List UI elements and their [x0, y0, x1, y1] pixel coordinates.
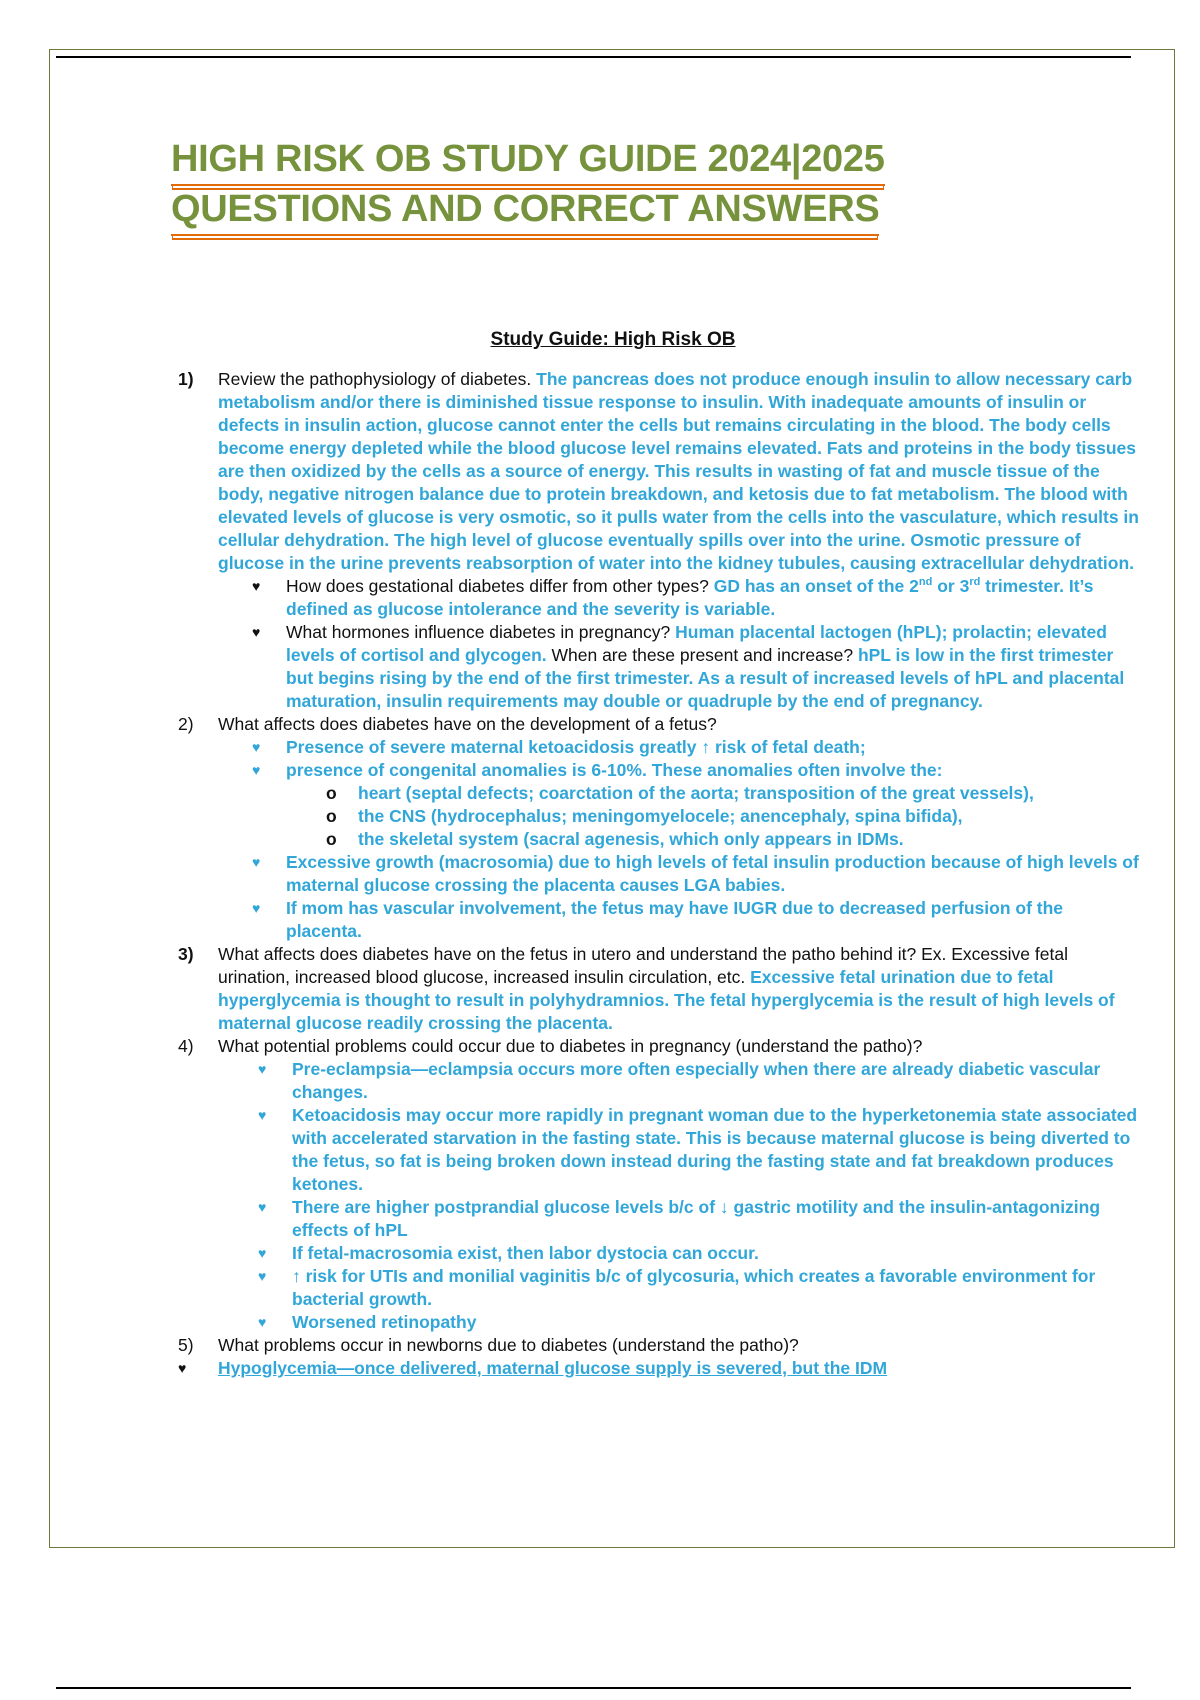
- answer-text: the CNS (hydrocephalus; meningomyelocele; anencephaly, spina bifida),: [358, 806, 963, 826]
- heart-bullet-icon: ♥: [252, 739, 261, 755]
- list-item: [178, 1058, 1143, 1104]
- question-4: [178, 1035, 1143, 1058]
- answer-part: trimester. It’s defined as glucose intolerance and the severity is variable.: [286, 576, 1094, 619]
- heart-bullet-icon: ♥: [252, 578, 261, 594]
- answer-text: the skeletal system (sacral agenesis, which only appears in IDMs.: [358, 829, 904, 849]
- answer-text: Human placental lactogen (hPL); prolactin; elevated levels of cortisol and glycogen.: [286, 622, 1107, 665]
- list-item: [178, 621, 1143, 713]
- answer-text: —once delivered, maternal glucose supply is severed, but the IDM: [336, 1358, 888, 1378]
- answer-text: Excessive growth (macrosomia) due to high levels of fetal insulin production because of high levels of maternal glucose crossing the placenta causes LGA babies.: [286, 852, 1139, 895]
- circle-bullet-icon: o: [326, 829, 337, 849]
- heart-bullet-icon: ♥: [258, 1245, 267, 1261]
- answer-text: Pre-eclampsia—eclampsia occurs more often especially when there are already diabetic vascular changes.: [292, 1059, 1101, 1102]
- heart-bullet-icon: ♥: [252, 624, 261, 640]
- question-3: [178, 943, 1143, 1035]
- heart-bullet-icon: ♥: [252, 854, 261, 870]
- list-item: [178, 851, 1143, 897]
- question-1: [178, 368, 1143, 575]
- answer-text: The pancreas does not produce enough insulin to allow necessary carb metabolism and/or there is diminished tissue response to insulin. With inadequate amounts of insulin or defects in insulin action, glucose cannot enter the cells but remains circulating in the blood. The body cells become energy depleted while the blood glucose level remains elevated. Fats and proteins in the body tissues are then oxidized by the cells as a source of energy. This results in wasting of fat and muscle tissue of the body, negative nitrogen balance due to protein breakdown, and ketosis due to fat metabolism. The blood with elevated levels of glucose is very osmotic, so it pulls water from the cells into the vasculature, which results in cellular dehydration. The high level of glucose eventually spills over into the urine. Osmotic pressure of glucose in the urine prevents reabsorption of water into the kidney tubules, causing extracellular dehydration.: [218, 369, 1139, 573]
- answer-text: heart (septal defects; coarctation of the aorta; transposition of the great vessels),: [358, 783, 1034, 803]
- question-5: [178, 1334, 1143, 1357]
- heart-bullet-icon: ♥: [258, 1199, 267, 1215]
- answer-text: Presence of severe maternal ketoacidosis greatly ↑ risk of fetal death;: [286, 737, 866, 757]
- answer-text: There are higher postprandial glucose levels b/c of ↓ gastric motility and the insulin-antagonizing effects of hPL: [292, 1197, 1101, 1240]
- page-frame: [49, 49, 1175, 1548]
- title-line-1: HIGH RISK OB STUDY GUIDE 2024|2025: [171, 136, 885, 186]
- answer-part: or 3: [932, 576, 970, 596]
- question-text: What hormones influence diabetes in pregnancy?: [286, 622, 676, 642]
- answer-text: If fetal-macrosomia exist, then labor dystocia can occur.: [292, 1243, 759, 1263]
- heart-bullet-icon: ♥: [252, 900, 261, 916]
- superscript: nd: [918, 576, 933, 589]
- question-2: [178, 713, 1143, 736]
- list-item: [178, 1242, 1143, 1265]
- list-item: [178, 1104, 1143, 1196]
- heart-bullet-icon: ♥: [258, 1314, 267, 1330]
- answer-text: Worsened retinopathy: [292, 1312, 477, 1332]
- question-number: 4): [178, 1036, 194, 1056]
- heart-bullet-icon: ♥: [258, 1107, 267, 1123]
- study-guide-content: [178, 368, 1143, 1380]
- question-text: What potential problems could occur due to diabetes in pregnancy (understand the patho)?: [218, 1036, 923, 1056]
- question-number: 1): [178, 369, 194, 389]
- heart-bullet-icon: ♥: [252, 762, 261, 778]
- list-item: [178, 1196, 1143, 1242]
- document-subtitle: Study Guide: High Risk OB: [490, 329, 736, 350]
- list-item: [178, 736, 1143, 759]
- answer-text: Ketoacidosis may occur more rapidly in pregnant woman due to the hyperketonemia state associated with accelerated starvation in the fasting state. This is because maternal glucose is being diverted to the fetus, so fat is being broken down instead during the fasting state and fat breakdown produces ketones.: [292, 1105, 1138, 1194]
- circle-bullet-icon: o: [326, 783, 337, 803]
- answer-term: Hypoglycemia: [218, 1358, 337, 1378]
- list-item: [178, 1357, 1143, 1380]
- list-item: [178, 1265, 1143, 1311]
- question-number: 3): [178, 944, 194, 964]
- circle-bullet-icon: o: [326, 806, 337, 826]
- answer-part: GD has an onset of the 2: [713, 576, 919, 596]
- list-item: [178, 897, 1143, 943]
- sub-list-item: [178, 805, 1143, 828]
- question-number: 2): [178, 714, 194, 734]
- question-text: What problems occur in newborns due to diabetes (understand the patho)?: [218, 1335, 799, 1355]
- answer-text: presence of congenital anomalies is 6-10%. These anomalies often involve the:: [286, 760, 943, 780]
- answer-text: hPL is low in the first trimester but begins rising by the end of the first trimester. As a result of increased levels of hPL and placental maturation, insulin requirements may double or quadruple by the end of pregnancy.: [286, 645, 1125, 711]
- document-title: [171, 136, 885, 236]
- question-text: Review the pathophysiology of diabetes.: [218, 369, 537, 389]
- list-item: [178, 575, 1143, 621]
- answer-text: ↑ risk for UTIs and monilial vaginitis b/c of glycosuria, which creates a favorable environment for bacterial growth.: [292, 1266, 1096, 1309]
- question-text: What affects does diabetes have on the development of a fetus?: [218, 714, 717, 734]
- question-text: What affects does diabetes have on the fetus in utero and understand the patho behind it? Ex. Excessive fetal urination, increased blood glucose, increased insulin circulation, etc.: [218, 944, 1068, 987]
- superscript: rd: [969, 576, 981, 589]
- answer-text: Excessive fetal urination due to fetal hyperglycemia is thought to result in polyhydramnios. The fetal hyperglycemia is the result of high levels of maternal glucose readily crossing the placenta.: [218, 967, 1115, 1033]
- title-line-2: QUESTIONS AND CORRECT ANSWERS: [171, 186, 879, 236]
- question-text: How does gestational diabetes differ from other types?: [286, 576, 714, 596]
- heart-bullet-icon: ♥: [258, 1061, 267, 1077]
- sub-list-item: [178, 782, 1143, 805]
- heart-bullet-icon: ♥: [178, 1360, 187, 1376]
- list-item: [178, 1311, 1143, 1334]
- list-item: [178, 759, 1143, 782]
- question-text: When are these present and increase?: [546, 645, 858, 665]
- bottom-rule: [56, 1687, 1131, 1689]
- sub-list-item: [178, 828, 1143, 851]
- answer-text: If mom has vascular involvement, the fetus may have IUGR due to decreased perfusion of the placenta.: [286, 898, 1064, 941]
- question-number: 5): [178, 1335, 194, 1355]
- heart-bullet-icon: ♥: [258, 1268, 267, 1284]
